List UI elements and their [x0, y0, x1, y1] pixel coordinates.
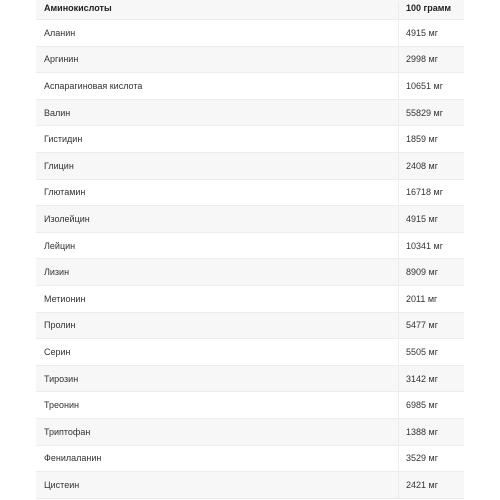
amino-acid-amount: 1859 мг — [406, 134, 438, 145]
table-row — [36, 419, 464, 446]
table-row — [36, 47, 464, 74]
table-row — [36, 286, 464, 313]
amino-acid-amount: 3142 мг — [406, 373, 438, 384]
amino-acid-name: Серин — [36, 339, 399, 365]
table-row — [36, 126, 464, 153]
amino-acid-name: Цистеин — [36, 472, 399, 498]
amino-acid-amount: 55829 мг — [406, 107, 443, 118]
table-row — [36, 206, 464, 233]
table-row — [36, 259, 464, 286]
amino-acid-amount: 10651 мг — [406, 80, 443, 91]
amino-acid-name: Глицин — [36, 153, 399, 179]
amino-acid-name: Гистидин — [36, 126, 399, 152]
amino-acid-amount: 4915 мг — [406, 213, 438, 224]
amino-acid-name: Аланин — [36, 20, 399, 46]
amino-acid-amount: 2408 мг — [406, 160, 438, 171]
amino-acid-name: Глютамин — [36, 180, 399, 206]
amino-acid-name: Тирозин — [36, 366, 399, 392]
amino-acid-amount: 2998 мг — [406, 54, 438, 65]
table-header-row — [36, 0, 464, 20]
amino-acid-name: Триптофан — [36, 419, 399, 445]
amino-acid-amount: 2011 мг — [406, 293, 438, 304]
table-body — [36, 20, 464, 499]
amino-acid-name: Изолейцин — [36, 206, 399, 232]
amino-acid-amount: 6985 мг — [406, 400, 438, 411]
amino-acid-amount: 8909 мг — [406, 267, 438, 278]
table-row — [36, 233, 464, 260]
table-row — [36, 153, 464, 180]
table-row — [36, 73, 464, 100]
amino-acid-name: Пролин — [36, 313, 399, 339]
table-row — [36, 180, 464, 207]
amino-acid-amount: 5477 мг — [406, 320, 438, 331]
amino-acid-name: Аргинин — [36, 47, 399, 73]
amino-acid-amount: 3529 мг — [406, 453, 438, 464]
table-row — [36, 472, 464, 499]
amino-acid-name: Треонин — [36, 392, 399, 418]
table-row — [36, 313, 464, 340]
header-per-100g: 100 грамм — [406, 3, 452, 13]
amino-acid-amount: 4915 мг — [406, 27, 438, 38]
amino-acid-name: Валин — [36, 100, 399, 126]
amino-acid-amount: 2421 мг — [406, 479, 438, 490]
amino-acid-amount: 5505 мг — [406, 346, 438, 357]
table-row — [36, 392, 464, 419]
amino-acid-name: Лизин — [36, 259, 399, 285]
amino-acid-name: Фенилаланин — [36, 446, 399, 472]
table-row — [36, 446, 464, 473]
table-row — [36, 366, 464, 393]
amino-acid-amount: 10341 мг — [406, 240, 443, 251]
table-row — [36, 100, 464, 127]
amino-acid-name: Лейцин — [36, 233, 399, 259]
amino-acid-amount: 16718 мг — [406, 187, 443, 198]
table-row — [36, 339, 464, 366]
amino-acid-amount: 1388 мг — [406, 426, 438, 437]
amino-acid-table — [36, 0, 464, 499]
header-amino-acids: Аминокислоты — [36, 3, 399, 19]
amino-acid-name: Метионин — [36, 286, 399, 312]
table-row — [36, 20, 464, 47]
amino-acid-name: Аспарагиновая кислота — [36, 73, 399, 99]
